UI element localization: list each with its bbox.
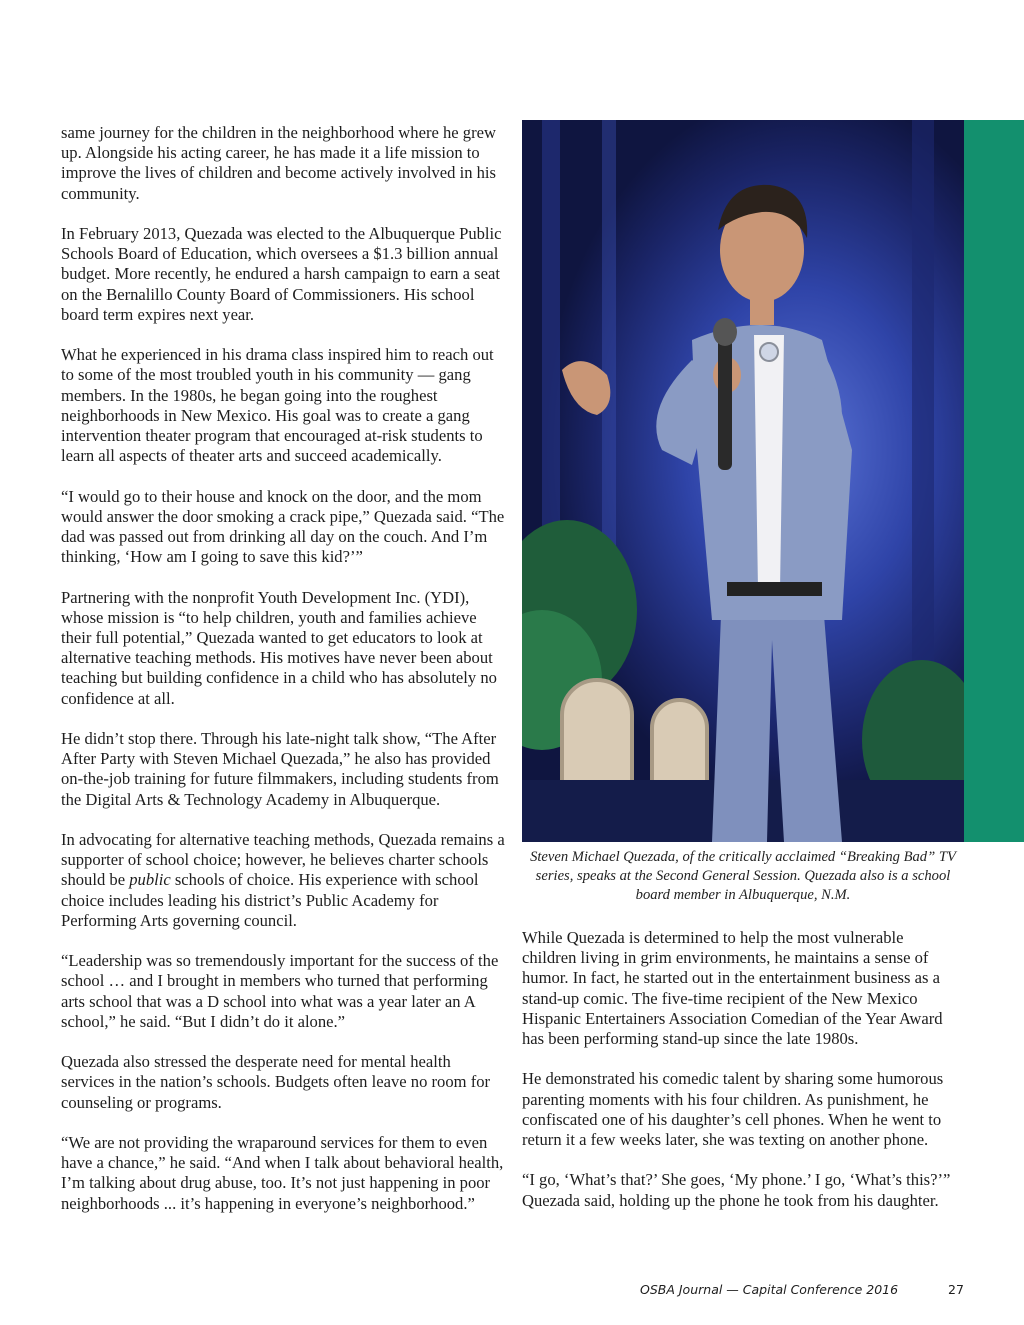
paragraph: He demonstrated his comedic talent by sharing some humorous parenting moments with his four children. As punishment, he confiscated one of his daughter’s cell phones. When he went to return it a few weeks later, she was texting on another phone. — [522, 1069, 944, 1150]
paragraph: He didn’t stop there. Through his late-night talk show, “The After After Party with Steven Michael Quezada,” he also has provided on-the-job training for future filmmakers, including students from the Digital Arts & Technology Academy in Albuquerque. — [61, 729, 499, 809]
emphasis: public — [129, 870, 171, 890]
paragraph: What he experienced in his drama class inspired him to reach out to some of the most troubled youth in his community — gang members. In the 1980s, he began going into the roughest neighborhoods in New Mexico. His goal was to create a gang intervention theater program that encouraged at-risk students to learn all aspects of theater arts and succeed academically. — [61, 345, 494, 466]
paragraph: In February 2013, Quezada was elected to the Albuquerque Public Schools Board of Education, which oversees a $1.3 billion annual budget. More recently, he endured a harsh campaign to earn a seat on the Bernalillo County Board of Commissioners. His school board term expires next year. — [61, 224, 502, 324]
text-run: schools of choice. His experience with school choice includes leading his district’s Public Academy for Performing Arts governing council. — [61, 870, 479, 930]
paragraph: same journey for the children in the neighborhood where he grew up. Alongside his acting career, he has made it a life mission to improve the lives of children and become actively involved in his community. — [61, 123, 497, 203]
accent-bar — [964, 120, 1024, 842]
left-column — [61, 123, 506, 1234]
text-run: In advocating for alternative teaching methods, Quezada remains a supporter of school choice; however, he believes charter schools should be — [61, 830, 505, 890]
speaker-illustration — [522, 120, 964, 842]
page-footer — [640, 1282, 970, 1297]
photo-caption: Steven Michael Quezada, of the critically acclaimed “Breaking Bad” TV series, speaks at the Second General Session. Quezada also is a school board member in Albuquerque, N.M. — [530, 849, 956, 903]
paragraph: “I go, ‘What’s that?’ She goes, ‘My phone.’ I go, ‘What’s this?’” Quezada said, holding up the phone he took from his daughter. — [522, 1170, 951, 1210]
page-number: 27 — [948, 1282, 964, 1297]
journal-title: OSBA Journal — Capital Conference 2016 — [640, 1282, 899, 1297]
speaker-photo — [522, 120, 964, 842]
paragraph: “Leadership was so tremendously important for the success of the school … and I brought in members who turned that performing arts school that was a D school into what was a year later an A school,” he said. “But I didn’t do it alone.” — [61, 951, 499, 1031]
paragraph: “We are not providing the wraparound services for them to even have a chance,” he said. “And when I talk about behavioral health, I’m talking about drug abuse, too. It’s not just happening in poor neighborhoods ... it’s happening in everyone’s neighborhood.” — [61, 1133, 504, 1213]
paragraph: While Quezada is determined to help the most vulnerable children living in grim environments, he maintains a sense of humor. In fact, he started out in the entertainment business as a stand-up comic. The five-time recipient of the New Mexico Hispanic Entertainers Association Comedian of the Year Award has been performing stand-up since the late 1980s. — [522, 928, 943, 1049]
right-column — [522, 928, 962, 1231]
paragraph: “I would go to their house and knock on the door, and the mom would answer the door smoking a crack pipe,” Quezada said. “The dad was passed out from drinking all day on the couch. And I’m thinking, ‘How am I going to save this kid?’” — [61, 486, 505, 567]
paragraph — [61, 830, 506, 931]
paragraph: Quezada also stressed the desperate need for mental health services in the nation’s schools. Budgets often leave no room for counseling or programs. — [61, 1052, 491, 1112]
paragraph: Partnering with the nonprofit Youth Development Inc. (YDI), whose mission is “to help children, youth and families achieve their full potential,” Quezada wanted to get educators to look at alternative teaching methods. His motives have never been about teaching but building confidence in a child who has absolutely no confidence at all. — [61, 587, 497, 708]
